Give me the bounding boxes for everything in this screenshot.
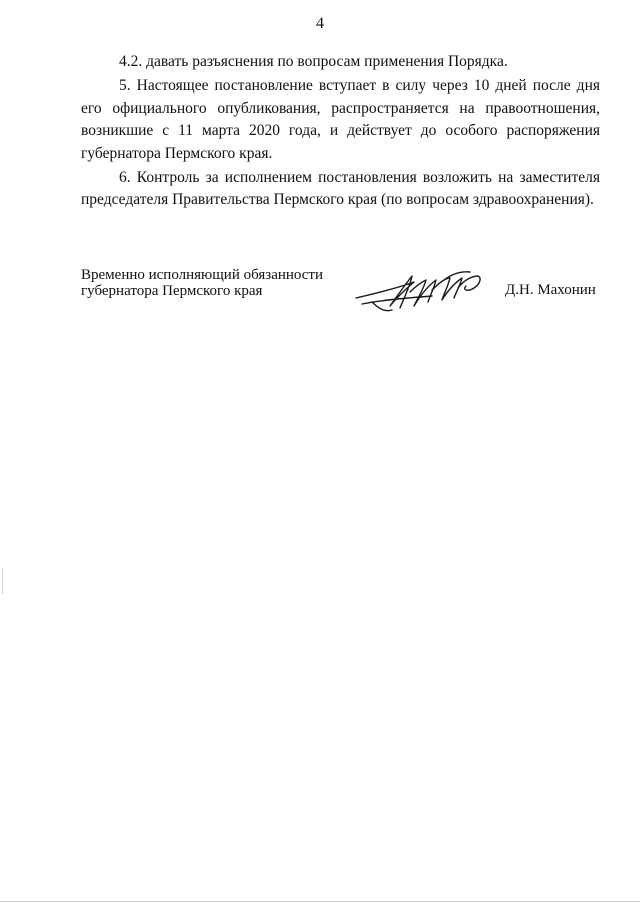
page-bottom-edge xyxy=(0,901,640,902)
handwritten-signature-icon xyxy=(352,268,492,313)
page-number: 4 xyxy=(316,15,324,32)
signatory-title-line-1: Временно исполняющий обязанности xyxy=(81,267,324,283)
signatory-name: Д.Н. Махонин xyxy=(505,282,596,298)
paragraph-5: 5. Настоящее постановление вступает в силу через 10 дней после дня его официального опубликования, распространяется на правоотношения, возникшие с 11 марта 2020 года, и действует до особого распоряжения губернатора Пермского края. xyxy=(81,77,600,162)
margin-mark xyxy=(2,568,3,594)
signatory-title xyxy=(81,267,323,299)
signatory-title-line-2: губернатора Пермского края xyxy=(81,283,263,299)
paragraph-4-2: 4.2. давать разъяснения по вопросам применения Порядка. xyxy=(119,53,508,70)
document-body xyxy=(81,51,600,214)
paragraph-6: 6. Контроль за исполнением постановления возложить на заместителя председателя Правительства Пермского края (по вопросам здравоохранения). xyxy=(81,169,600,209)
